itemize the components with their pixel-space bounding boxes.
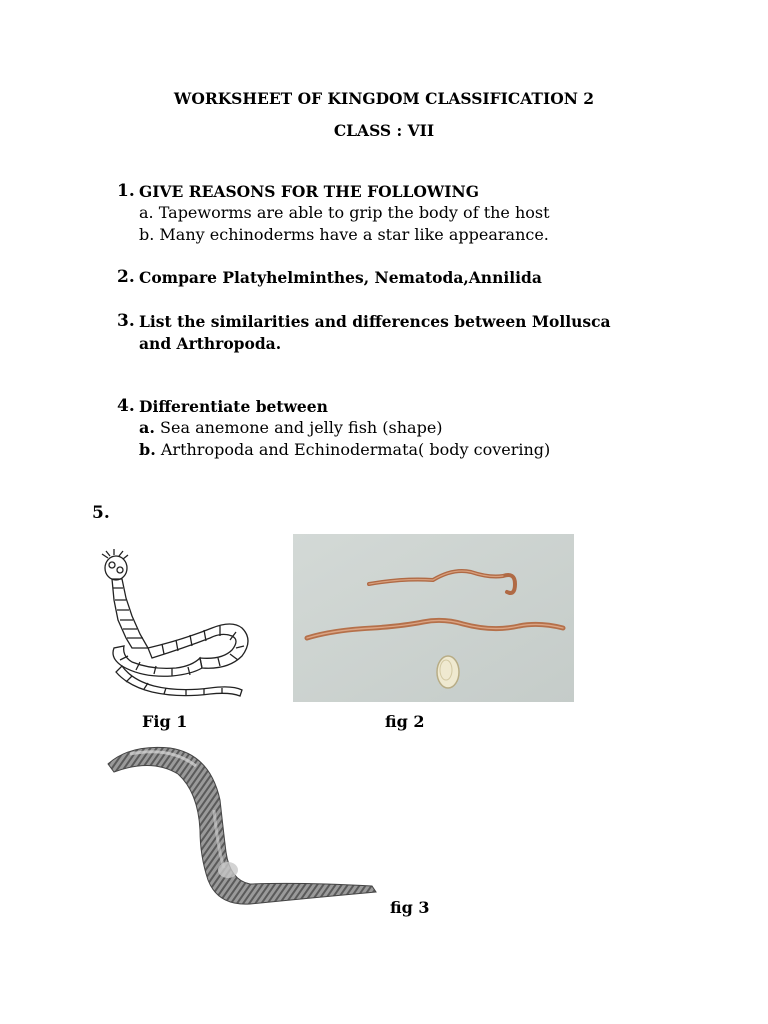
sub-item-b: b. Many echinoderms have a star like appearance. — [139, 225, 549, 244]
question-number: 3. — [117, 311, 135, 331]
question-number: 4. — [117, 396, 135, 416]
sub-item-a: a. Sea anemone and jelly fish (shape) — [139, 418, 443, 437]
class-line: CLASS : VII — [333, 121, 435, 140]
question-number: 2. — [117, 267, 135, 287]
question-5-number: 5. — [92, 503, 110, 523]
roundworm-photo — [293, 534, 574, 702]
question-text: Compare Platyhelminthes, Nematoda,Annilida — [139, 268, 542, 287]
question-text: GIVE REASONS FOR THE FOLLOWING — [139, 182, 479, 201]
sub-item-a: a. Tapeworms are able to grip the body of the host — [139, 203, 550, 222]
worksheet-title: WORKSHEET OF KINGDOM CLASSIFICATION 2 — [173, 89, 595, 108]
question-4 — [0, 396, 768, 466]
fig-1-caption: Fig 1 — [142, 712, 188, 731]
question-number: 1. — [117, 181, 135, 201]
question-text-line-1: List the similarities and differences between Mollusca — [139, 312, 611, 331]
question-text-line-2: and Arthropoda. — [139, 334, 282, 353]
question-3 — [0, 311, 768, 357]
question-text: Differentiate between — [139, 397, 328, 416]
question-1 — [0, 181, 768, 251]
question-2 — [0, 267, 768, 291]
sub-item-b: b. Arthropoda and Echinodermata( body covering) — [139, 440, 551, 459]
fig-3-caption: fig 3 — [390, 898, 430, 917]
tapeworm-drawing — [92, 548, 262, 700]
earthworm-drawing — [100, 740, 385, 912]
fig-2-caption: fig 2 — [385, 712, 425, 731]
